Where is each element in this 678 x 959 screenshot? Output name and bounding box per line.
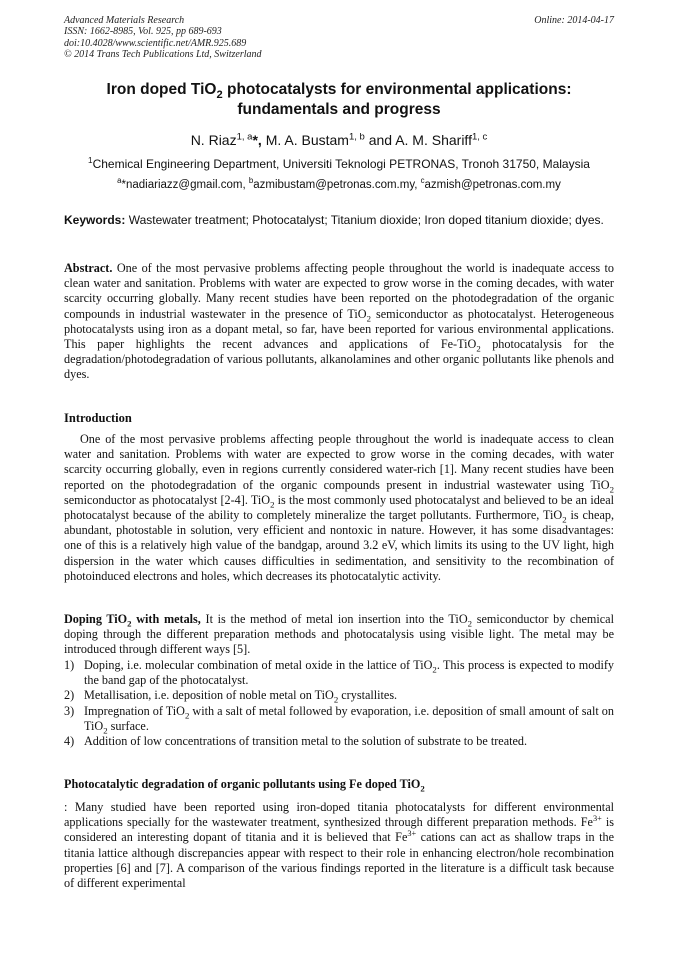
doping-paragraph: Doping TiO$_2$ with metals, It is the method of metal ion insertion into the TiO$_2$ semiconductor by chemical doping through the different preparation methods and photocatalysis using visible light. The metal may be introduced through different ways [5].: [64, 612, 614, 657]
issn-line: ISSN: 1662-8985, Vol. 925, pp 689-693: [64, 26, 222, 38]
keywords-label: Keywords:: [64, 213, 126, 227]
journal-header: [64, 15, 262, 60]
introduction-heading: Introduction: [64, 411, 132, 425]
author-list: N. Riaz$^{1, a}$*, M. A. Bustam$^{1, b}$ and A. M. Shariff$^{1, c}$: [190, 131, 488, 148]
affiliation: $^1$Chemical Engineering Department, Universiti Teknologi PETRONAS, Tronoh 31750, Malaysia: [88, 156, 590, 171]
author-bustam: M. A. Bustam: [261, 132, 349, 148]
photocatalytic-paragraph: : Many studied have been reported using iron-doped titania photocatalysts for different environmental applications specially for the wastewater treatment, synthesized through different preparation methods. $Fe^{3+}$ is considered an interesting dopant of titania and it is believed that $Fe^{3+}$ cations can act as shallow traps in the titania lattice although discrepancies appear with respect to their role in enhancing electron/hole recombination properties [6] and [7]. A comparison of the various findings reported in the literature is a difficult task because of different experimental: [64, 800, 615, 891]
author-emails: $^a$*nadiariazz@gmail.com, $^b$azmibustam@petronas.com.my, $^c$azmish@petronas.com.my: [117, 176, 561, 191]
photocatalytic-heading: Photocatalytic degradation of organic pollutants using Fe doped TiO$_2$: [64, 777, 425, 794]
author-shariff: and A. M. Shariff: [364, 132, 472, 148]
online-date: Online: 2014-04-17: [534, 15, 614, 26]
copyright-line: © 2014 Trans Tech Publications Ltd, Switzerland: [64, 48, 262, 60]
list-item: 4) Addition of low concentrations of transition metal to the solution of substrate to be treated.: [64, 734, 528, 749]
introduction-paragraph: One of the most pervasive problems affecting people throughout the world is inadequate access to clean water and sanitation. Problems with water are expected to grow worse in the coming decades, with water scarcity occurring globally, even in regions currently considered water-rich [1]. Many recent studies have been reported on the photodegradation of the organic compounds present in industrial wastewater using TiO$_2$ semiconductor as photocatalyst [2-4]. TiO$_2$ is the most commonly used photocatalyst and believed to be an ideal photocatalyst because of the ability to completely mineralize the target pollutants. Furthermore, TiO$_2$ is cheap, abundant, photostable in solution, very efficient and nontoxic in nature. However, it has some disadvantages: one of this is a relatively high value of the bandgap, around 3.2 eV, which limits its using to the UV light, high dispersion in the water which causes difficulties in sedimentation, and sensitivity to the recombination of photoinduced electrons and holes, which decreases its photocatalytic activity.: [64, 432, 614, 583]
doi-line: doi:10.4028/www.scientific.net/AMR.925.689: [64, 37, 247, 49]
abstract-label: Abstract.: [64, 261, 113, 275]
journal-name: Advanced Materials Research: [64, 15, 185, 26]
list-item: 1) Doping, i.e. molecular combination of metal oxide in the lattice of TiO$_2$. This process is expected to modify the band gap of the photocatalyst.: [64, 658, 614, 688]
abstract: Abstract. One of the most pervasive problems affecting people throughout the world is inadequate access to clean water and sanitation. Problems with water are expected to grow worse in the coming decades, with water scarcity occurring globally. Many recent studies have been reported on the photodegradation of the organic compounds in industrial wastewater in the presence of TiO$_2$ semiconductor as photocatalyst. Heterogeneous photocatalysts using iron as a dopant metal, so far, have been reported for various environmental applications. This paper highlights the recent advances and applications of Fe-TiO$_2$ photocatalysis for the degradation/photodegradation of various pollutants, alkanolamines and other organic pollutants like phenols and dyes.: [64, 261, 615, 382]
doping-label: Doping TiO$_2$ with metals,: [64, 612, 201, 629]
doping-methods-list: [64, 658, 614, 749]
list-item: 2) Metallisation, i.e. deposition of noble metal on TiO$_2$ crystallites.: [64, 688, 398, 705]
list-item: 3) Impregnation of TiO$_2$ with a salt of metal followed by evaporation, i.e. deposition of small amount of salt on TiO$_2$ surface.: [64, 703, 614, 736]
author-riaz: N. Riaz: [190, 132, 237, 148]
keywords: Keywords: Wastewater treatment; Photocatalyst; Titanium dioxide; Iron doped titanium dioxide; dyes.: [64, 213, 604, 227]
paper-title: Iron doped TiO$_2$ photocatalysts for environmental applications: fundamentals and progress: [106, 81, 572, 118]
